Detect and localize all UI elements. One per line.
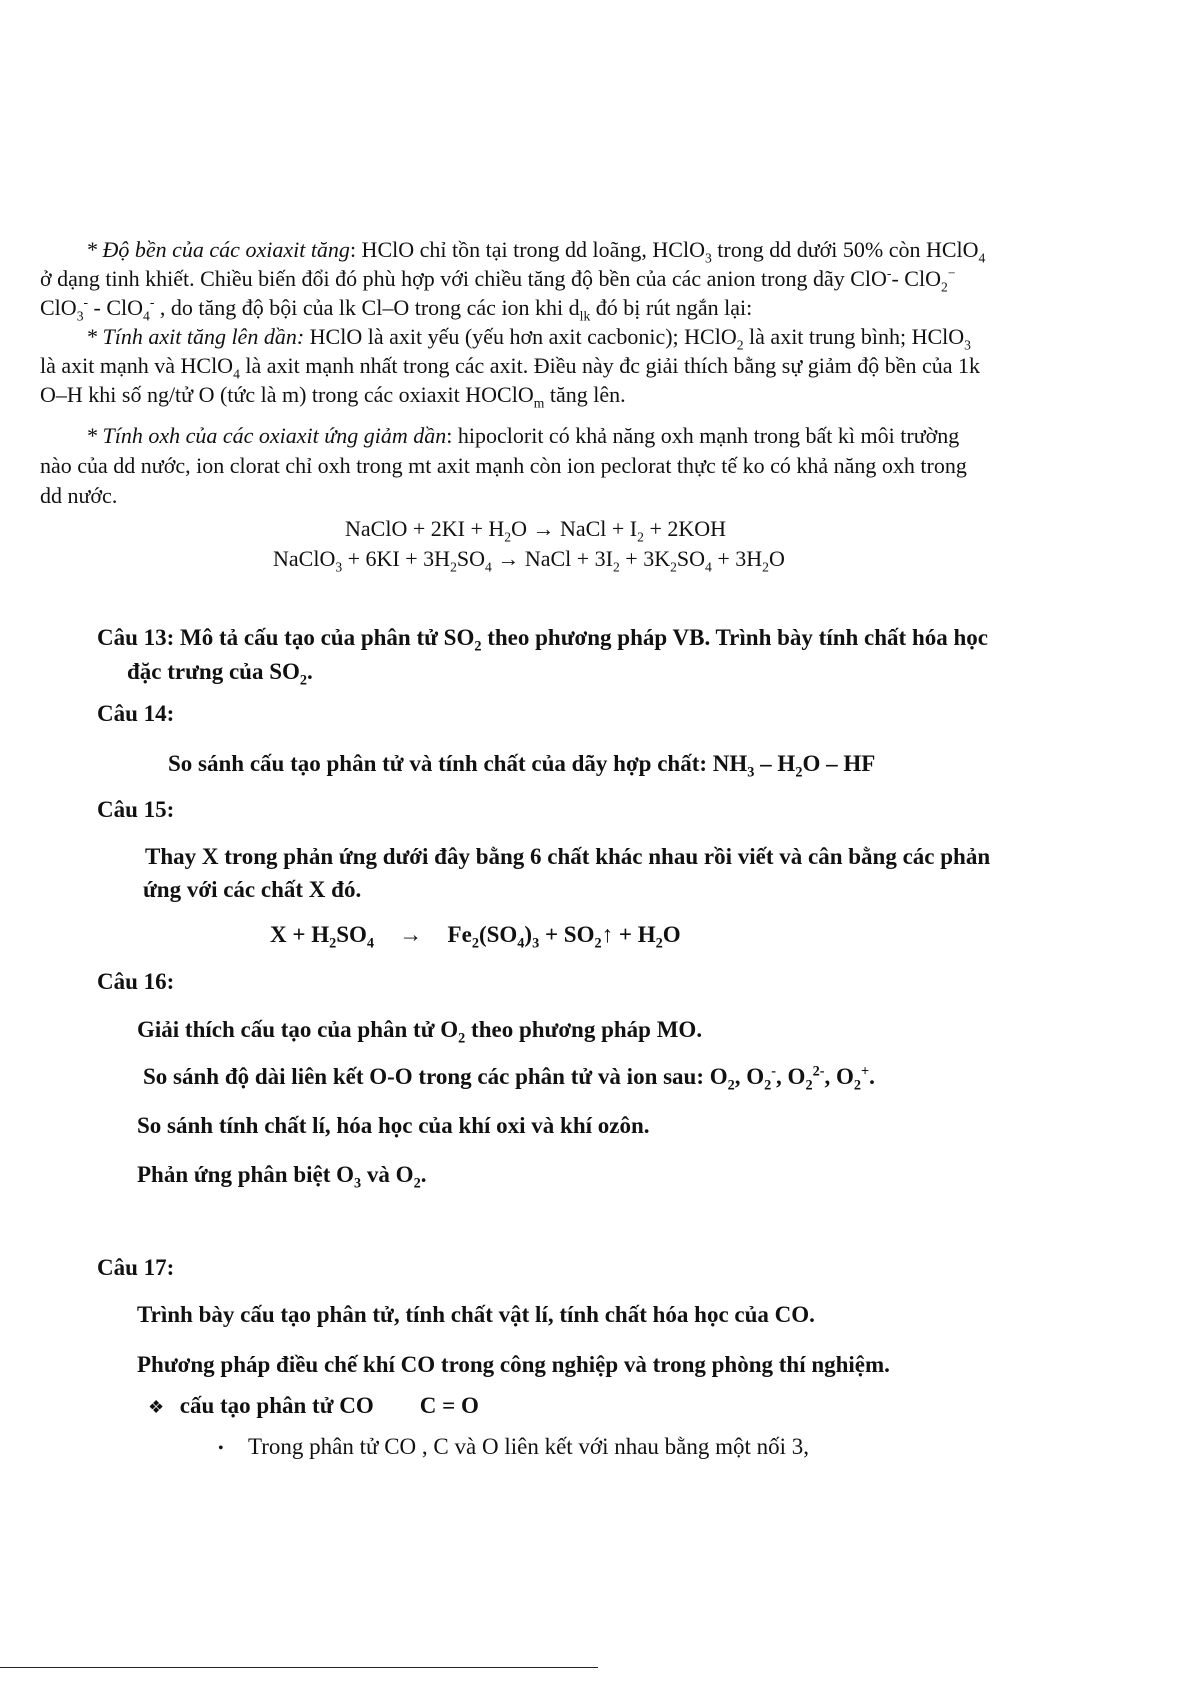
q17-title: Câu 17: — [97, 1255, 175, 1280]
q15-line1: Thay X trong phản ứng dưới đây bằng 6 chất khác nhau rồi viết và cân bằng các phản — [145, 844, 991, 869]
p2-line3: O–H khi số ng/tử O (tức là m) trong các oxiaxit HOClO$_m$ tăng lên. — [40, 382, 626, 411]
p3-line3: dd nước. — [40, 483, 118, 508]
q15-equation: $X + H_2SO_4 \to Fe_2(SO_4)_3$ + $SO_2↑ + H_2O$ — [270, 922, 681, 952]
q17-line2: Phương pháp điều chế khí CO trong công nghiệp và trong phòng thí nghiệm. — [137, 1352, 890, 1377]
dot-bullet-icon: • — [218, 1439, 224, 1457]
p2-line2: là axit mạnh và HClO$_4$ là axit mạnh nhất trong các axit. Điều này đc giải thích bằng sự giảm độ bền của 1k — [40, 353, 981, 382]
p3-line2: nào của dd nước, ion clorat chỉ oxh trong mt axit mạnh còn ion peclorat thực tế ko có khả năng oxh trong — [40, 453, 967, 478]
q17-line1: Trình bày cấu tạo phân tử, tính chất vật lí, tính chất hóa học của CO. — [137, 1302, 815, 1327]
q16-title: Câu 16: — [97, 969, 175, 994]
footer-divider — [0, 1667, 598, 1668]
q16-line1: Giải thích cấu tạo của phân tử $O_2$ theo phương pháp MO. — [137, 1017, 703, 1047]
q16-line3: So sánh tính chất lí, hóa học của khí oxi và khí ozôn. — [137, 1113, 650, 1138]
q13-line1: Câu 13: Mô tả cấu tạo của phân tử $SO_2$ theo phương pháp VB. Trình bày tính chất hóa học — [97, 625, 988, 655]
p2-line1: * Tính axit tăng lên dần: HClO là axit yếu (yếu hơn axit cacbonic); HClO$_2$ là axit trung bình; HClO$_3$ — [86, 324, 971, 353]
q13-line2: đặc trưng của $SO_2$. — [127, 659, 313, 689]
q16-line2: So sánh độ dài liên kết O-O trong các phân tử và ion sau: $O_2$, $O_2^-$, $O_2^{2-}$, $O_2^+$. — [143, 1063, 875, 1094]
q17-sub-bullet: • Trong phân tử CO , C và O liên kết với nhau bằng một nối 3, — [218, 1433, 809, 1463]
q15-title: Câu 15: — [97, 797, 175, 822]
q14-text: So sánh cấu tạo phân tử và tính chất của dãy hợp chất: $NH_3 - H_2O$ – HF — [168, 751, 876, 781]
q17-bullet: ❖ cấu tạo phân tử CO C = O — [148, 1392, 479, 1421]
p3-line1: * Tính oxh của các oxiaxit ứng giảm dần: hipoclorit có khả năng oxh mạnh trong bất kì môi trường — [86, 423, 960, 448]
diamond-bullet-icon: ❖ — [148, 1397, 165, 1417]
p1-line3: ClO$_3$- - ClO$_4$- , do tăng độ bội của lk Cl–O trong các ion khi $d_{lk}$ đó bị rút ngắn lại: — [40, 294, 753, 324]
q16-line4: Phản ứng phân biệt $O_3$ và $O_2$. — [137, 1162, 427, 1192]
equation-2: NaClO$_3$ + $6KI + 3H_2SO_4$ → NaCl + $3I_2 + 3K_2SO_4 + 3H_2O$ — [273, 546, 785, 575]
equation-1: NaClO + $2KI + H_2O$ → NaCl + $I_2 + 2KOH$ — [345, 516, 727, 545]
p1-line1: * Độ bền của các oxiaxit tăng: HClO chỉ tồn tại trong dd loãng, HClO$_3$ trong dd dưới 50% còn HClO$_4$ — [86, 237, 986, 266]
p1-line2: ở dạng tinh khiết. Chiều biến đổi đó phù hợp với chiều tăng độ bền của các anion trong dãy ClO-- ClO$_2$− — [40, 265, 956, 295]
q14-title: Câu 14: — [97, 701, 175, 726]
q15-line2: ứng với các chất X đó. — [143, 877, 362, 902]
